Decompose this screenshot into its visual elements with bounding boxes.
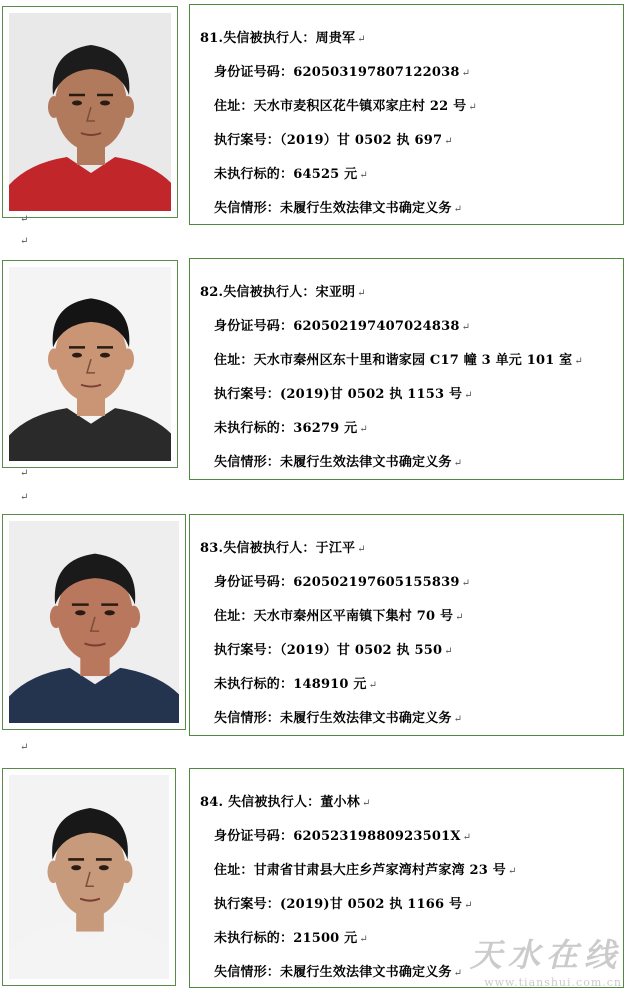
address-label: 住址： bbox=[214, 99, 254, 114]
address-line bbox=[214, 349, 583, 368]
paragraph-mark-icon: ↵ bbox=[464, 390, 473, 401]
case-number: （2019）甘 0502 执 550 bbox=[280, 643, 443, 658]
paragraph-mark-icon: ↵ bbox=[461, 322, 471, 333]
person-name-label: 84. 失信被执行人： bbox=[200, 795, 321, 810]
paragraph-mark-icon: ↵ bbox=[20, 742, 29, 753]
outstanding-amount: 148910 元 bbox=[293, 677, 367, 692]
paragraph-mark-icon: ↵ bbox=[357, 288, 366, 299]
address: 天水市秦州区平南镇下集村 70 号 bbox=[253, 609, 454, 624]
case-number-label: 执行案号： bbox=[214, 387, 281, 402]
id-number-line bbox=[214, 825, 471, 844]
person-name-line bbox=[200, 27, 366, 46]
person-name: 董小林 bbox=[320, 795, 360, 810]
person-photo bbox=[2, 260, 178, 468]
address-label: 住址： bbox=[214, 609, 254, 624]
record-card bbox=[189, 514, 624, 736]
outstanding-amount-line bbox=[214, 673, 377, 692]
outstanding-amount-line bbox=[214, 927, 368, 946]
default-reason-line bbox=[214, 197, 462, 216]
address-line bbox=[214, 95, 477, 114]
default-reason-label: 失信情形： bbox=[214, 201, 281, 216]
address-label: 住址： bbox=[214, 863, 254, 878]
default-reason-line bbox=[214, 961, 462, 980]
person-name-line bbox=[200, 537, 366, 556]
person-name: 于江平 bbox=[315, 541, 356, 556]
id-number: 620502197605155839 bbox=[293, 575, 460, 590]
outstanding-amount-label: 未执行标的： bbox=[214, 167, 294, 182]
person-photo bbox=[2, 6, 178, 218]
paragraph-mark-icon: ↵ bbox=[357, 544, 366, 555]
paragraph-mark-icon: ↵ bbox=[461, 578, 471, 589]
case-number-line bbox=[214, 893, 473, 912]
id-number: 620503197807122038 bbox=[293, 65, 460, 80]
address: 天水市秦州区东十里和谐家园 C17 幢 3 单元 101 室 bbox=[253, 353, 573, 368]
case-number-line bbox=[214, 383, 473, 402]
outstanding-amount-line bbox=[214, 163, 368, 182]
outstanding-amount-label: 未执行标的： bbox=[214, 931, 294, 946]
id-number-label: 身份证号码： bbox=[214, 829, 294, 844]
outstanding-amount-label: 未执行标的： bbox=[214, 421, 294, 436]
case-number: (2019)甘 0502 执 1166 号 bbox=[280, 897, 463, 912]
paragraph-mark-icon: ↵ bbox=[464, 900, 473, 911]
paragraph-mark-icon: ↵ bbox=[574, 356, 583, 367]
paragraph-mark-icon: ↵ bbox=[368, 680, 378, 691]
case-number-label: 执行案号： bbox=[214, 133, 281, 148]
address: 天水市麦积区花牛镇邓家庄村 22 号 bbox=[253, 99, 467, 114]
case-number-label: 执行案号： bbox=[214, 643, 281, 658]
default-reason-label: 失信情形： bbox=[214, 711, 281, 726]
person-name-label: 83.失信被执行人： bbox=[200, 541, 316, 556]
id-number-label: 身份证号码： bbox=[214, 65, 294, 80]
id-number-line bbox=[214, 571, 470, 590]
id-number: 62052319880923501X bbox=[293, 829, 461, 844]
paragraph-mark-icon: ↵ bbox=[453, 714, 463, 725]
paragraph-mark-icon: ↵ bbox=[453, 204, 463, 215]
default-reason: 未履行生效法律文书确定义务 bbox=[280, 455, 452, 470]
id-number-label: 身份证号码： bbox=[214, 319, 294, 334]
paragraph-mark-icon: ↵ bbox=[461, 68, 471, 79]
site-watermark bbox=[470, 930, 622, 989]
watermark-url: www.tianshui.com.cn bbox=[484, 976, 622, 989]
paragraph-mark-icon: ↵ bbox=[359, 424, 368, 435]
outstanding-amount: 21500 元 bbox=[293, 931, 358, 946]
paragraph-mark-icon: ↵ bbox=[20, 236, 29, 247]
person-name: 周贵军 bbox=[315, 31, 356, 46]
id-number-label: 身份证号码： bbox=[214, 575, 294, 590]
paragraph-mark-icon: ↵ bbox=[507, 866, 517, 877]
paragraph-mark-icon: ↵ bbox=[359, 934, 368, 945]
address-label: 住址： bbox=[214, 353, 254, 368]
paragraph-mark-icon: ↵ bbox=[20, 214, 29, 225]
person-name-label: 82.失信被执行人： bbox=[200, 285, 316, 300]
address-line bbox=[214, 859, 517, 878]
paragraph-mark-icon: ↵ bbox=[462, 832, 472, 843]
person-name-line bbox=[200, 281, 366, 300]
person-name-line bbox=[200, 791, 371, 810]
paragraph-mark-icon: ↵ bbox=[453, 968, 463, 979]
paragraph-mark-icon: ↵ bbox=[359, 170, 368, 181]
default-reason-label: 失信情形： bbox=[214, 965, 281, 980]
id-number-line bbox=[214, 61, 470, 80]
case-number-label: 执行案号： bbox=[214, 897, 281, 912]
paragraph-mark-icon: ↵ bbox=[444, 646, 453, 657]
id-number: 620502197407024838 bbox=[293, 319, 460, 334]
default-reason: 未履行生效法律文书确定义务 bbox=[280, 201, 452, 216]
paragraph-mark-icon: ↵ bbox=[453, 458, 463, 469]
case-number-line bbox=[214, 639, 453, 658]
case-number: (2019)甘 0502 执 1153 号 bbox=[280, 387, 463, 402]
person-photo bbox=[2, 768, 176, 986]
case-number: （2019）甘 0502 执 697 bbox=[280, 133, 443, 148]
paragraph-mark-icon: ↵ bbox=[468, 102, 477, 113]
paragraph-mark-icon: ↵ bbox=[444, 136, 453, 147]
default-reason: 未履行生效法律文书确定义务 bbox=[280, 965, 452, 980]
person-photo bbox=[2, 514, 186, 730]
outstanding-amount: 64525 元 bbox=[293, 167, 358, 182]
outstanding-amount: 36279 元 bbox=[293, 421, 358, 436]
paragraph-mark-icon: ↵ bbox=[20, 492, 29, 503]
default-reason-label: 失信情形： bbox=[214, 455, 281, 470]
default-reason-line bbox=[214, 451, 462, 470]
outstanding-amount-line bbox=[214, 417, 368, 436]
default-reason: 未履行生效法律文书确定义务 bbox=[280, 711, 452, 726]
address: 甘肃省甘肃县大庄乡芦家湾村芦家湾 23 号 bbox=[253, 863, 506, 878]
id-number-line bbox=[214, 315, 470, 334]
person-name: 宋亚明 bbox=[315, 285, 356, 300]
default-reason-line bbox=[214, 707, 462, 726]
record-card bbox=[189, 258, 624, 480]
paragraph-mark-icon: ↵ bbox=[357, 34, 366, 45]
watermark-logo: 天水在线 bbox=[469, 936, 622, 974]
record-card bbox=[189, 4, 624, 225]
address-line bbox=[214, 605, 464, 624]
outstanding-amount-label: 未执行标的： bbox=[214, 677, 294, 692]
paragraph-mark-icon: ↵ bbox=[20, 468, 29, 479]
person-name-label: 81.失信被执行人： bbox=[200, 31, 316, 46]
paragraph-mark-icon: ↵ bbox=[455, 612, 464, 623]
case-number-line bbox=[214, 129, 453, 148]
paragraph-mark-icon: ↵ bbox=[361, 798, 371, 809]
